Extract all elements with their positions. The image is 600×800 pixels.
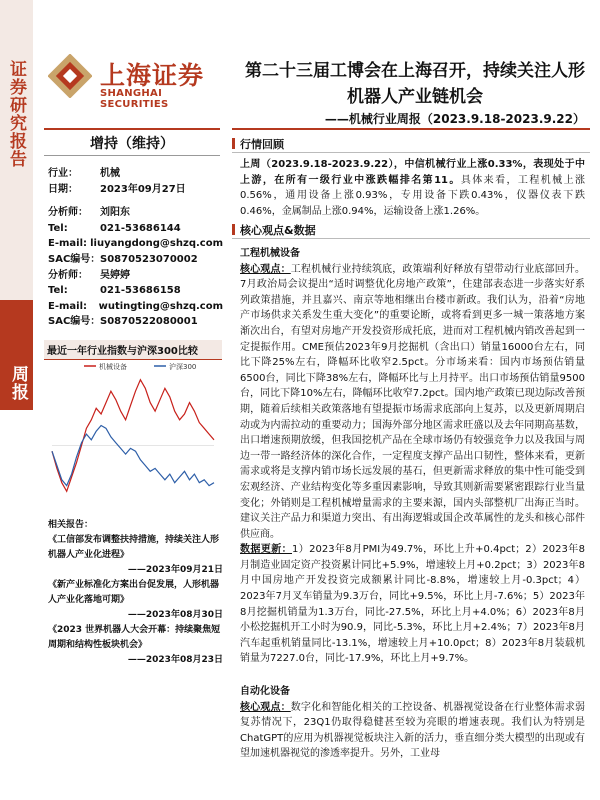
market-lead: 上周（2023.9.18-2023.9.22），中信机械行业上涨0.33%，表现处于中上游，在所有一级行业中涨跌幅排名第11。 [240,159,585,186]
company-logo [48,50,218,110]
related-reports [48,518,223,668]
tel-value: 021-53686144 [100,222,181,234]
date-value: 2023年09月27日 [100,183,186,195]
data-update-label: 数据更新： [240,544,293,556]
sidebar-report-type [0,0,33,300]
section-marker [232,224,235,235]
divider [232,128,590,130]
email-label: E-mail: [48,238,88,250]
core-view-label: 核心观点： [240,263,291,275]
sidebar-category [0,300,53,410]
core-view-text: 工程机械行业持续筑底，政策端利好释放有望带动行业底部回升。7月政治局会议提出“适时调整优化房地产政策”，住建部表态进一步落实好系列政策措施，并且嘉兴、南京等地相继出台楼市新政。我们认为，沿着“房地产市场供求关系发生重大变化”的重要论断，或将看到更多一城一策落地方案渐次出台，有望对房地产开发投资形成托底，进而对工程机械内销改善起到一定提振作用。CME预估2023年9月挖掘机（含出口）销量16000台左右，同比下降25%左右，降幅环比收窄2.5pct。分市场来看：国内市场预估销量6500台，同比下降38%左右，降幅环比与上月持平。出口市场预估销量9500台，同比下降10%左右，降幅环比收窄7.2pct。国内地产政策已现边际改善预期，随着后续相关政策落地有望提振市场需求底部向上复苏，以及更新周期启动或为内需拉动的重要动力；国海外部分地区需求旺盛以及去年同期高基数，出口增速预期放缓，但我国挖机产品在全球市场仍有较强竞争力以及我国与周边一带一路经济体的深化合作，一定程度支撑产品出口韧性，整体来看，更新需求或将是支撑内销市场长远发展的基石，但更新需求释放的集中性可能受到宏观经济、产业结构变化等多重因素影响，导致其则新需要紧密跟踪行业当量变化；外销则是工程机械增量需求的主要来源，国内头部整机厂出海正当时。建议关注产品力和渠道力突出、有出海逻辑或国企改革属性的龙头和核心部件供应商。 [240,263,586,540]
sac-label: SAC编号： [48,253,101,265]
industry-label: 行业： [48,168,78,179]
analyst-label: 分析师： [48,207,88,219]
core-view-text: 数字化和智能化相关的工控设备、机器视觉设备在行业整体需求弱复苏情况下，23Q1仍取得稳健甚至较为亮眼的增速表现。我们认为特别是ChatGPT的应用为机器视觉板块注入新的活力，垂直细分类大模型的出现或有望加速机器视觉的渗透率提升。另外，工业母 [240,701,586,760]
tel-label: Tel: [48,222,68,234]
section-core-views [232,222,316,238]
sidebar-mid-label: 行业周报 [8,365,53,401]
section-marker [232,138,235,149]
related-item[interactable]: 《新产业标准化方案出台促发展，人形机器人产业化落地可期》 [48,580,220,605]
logo-emblem-icon [48,54,92,98]
eng-machinery-section [240,246,585,667]
related-item[interactable]: 《工信部发布调整扶持措施，持续关注人形机器人产业化进程》 [48,535,220,560]
divider [232,238,590,239]
analyst-name: 吴婷婷 [100,269,130,281]
sac-value: S0870522080001 [100,316,198,328]
report-title: 第二十三届工博会在上海召开，持续关注人形机器人产业链机会 [245,61,585,107]
related-date: ——2023年09月21日 [127,565,223,575]
market-detail: 具体来看，工程机械上涨0.56%，通用设备上涨0.93%，专用设备下跌0.43%，仪器仪表下跌0.46%，金属制品上涨0.94%，运输设备上涨1.26%。 [240,174,586,217]
core-view-label: 核心观点： [240,701,291,713]
automation-section [240,684,585,762]
analyst-info [48,166,223,330]
email-value[interactable]: liuyangdong@shzq.com [90,238,223,250]
chart-plot [44,360,222,505]
sac-label: SAC编号： [48,316,101,328]
legend-label: 沪深300 [169,363,197,371]
sidebar-top-label: 证券研究报告 [6,60,26,168]
index-comparison-chart [44,340,222,505]
email-label: E-mail: [48,300,88,312]
divider [44,128,220,130]
analyst-name: 刘阳东 [100,207,130,219]
logo-cn: 上海证券 [100,61,205,90]
data-update-text: 1）2023年8月PMI为49.7%，环比上升+0.4pct；2）2023年8月制造业固定资产投资累计同比+5.9%，增速较上月+0.2pct；3）2023年8月中国房地产开发投资完成额累计同比-8.8%，增速较上月-0.3pct；4）2023年7月叉车销量为9.3万台，同比+9.5%，环比上月-7.6%；5）2023年8月挖掘机销量为1.3万台，同比-27.5%，环比上月+4.0%；6）2023年8月小松挖掘机开工小时为90.9，同比-5.3%，环比上月+2.4%；7）2023年8月汽车起重机销量同比-13.1%，增速较上月+10.0pct；8）2023年8月装载机销量为7227.0台，同比-17.9%，环比上月+9.7%。 [240,544,586,665]
section-market-review [232,136,284,152]
logo-en: SHANGHAI SECURITIES [100,88,169,110]
report-subtitle: ——机械行业周报（2023.9.18-2023.9.22） [324,112,585,126]
section-title: 核心观点&数据 [240,224,316,237]
sac-value: S0870523070002 [100,253,198,265]
divider [232,152,590,153]
tel-value: 021-53686158 [100,285,181,297]
related-date: ——2023年08月30日 [127,610,223,620]
rating: 增持（维持） [90,136,174,152]
series-line-2 [52,426,214,486]
legend-label: 机械设备 [99,363,127,371]
related-item[interactable]: 《2023 世界机器人大会开幕：持续聚焦短周期和结构性板块机会》 [48,625,221,650]
subsection-heading: 自动化设备 [240,686,290,697]
email-value[interactable]: wutingting@shzq.com [98,300,223,312]
series-line-1 [52,380,214,492]
tel-label: Tel: [48,285,68,297]
industry-value: 机械 [100,168,120,179]
related-date: ——2023年08月23日 [127,655,223,665]
analyst-label: 分析师： [48,269,88,281]
related-heading: 相关报告： [48,520,94,530]
section-title: 行情回顾 [240,138,284,151]
subsection-heading: 工程机械设备 [240,248,300,259]
market-review-text [240,157,585,219]
chart-title: 最近一年行业指数与沪深300比较 [44,340,222,360]
divider [44,155,220,156]
date-label: 日期： [48,183,78,195]
